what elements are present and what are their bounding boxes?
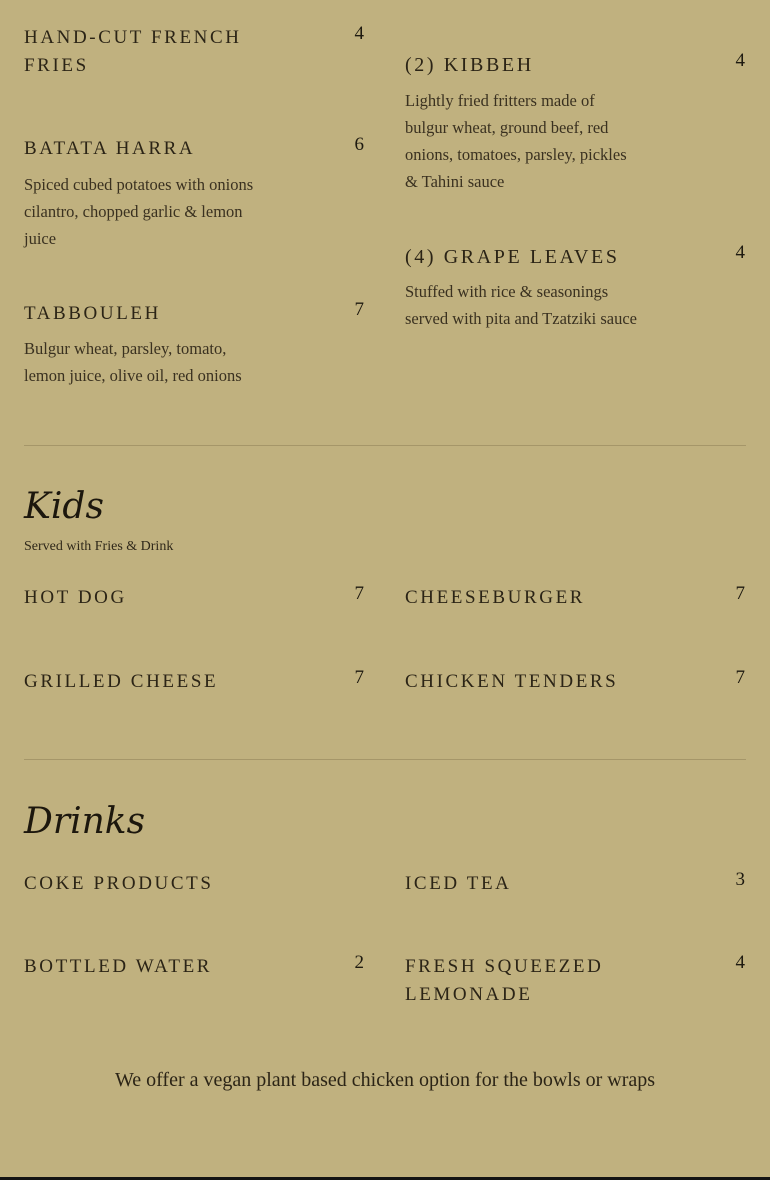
menu-item-grape-leaves xyxy=(405,243,745,363)
menu-item-kibbeh xyxy=(405,51,745,201)
section-title-drinks: Drinks xyxy=(24,801,146,842)
menu-item-chicken-tenders xyxy=(405,668,745,698)
item-name: COKE PRODUCTS xyxy=(24,873,214,894)
item-price: 4 xyxy=(735,242,745,263)
menu-item-french-fries xyxy=(24,24,364,84)
menu-item-grilled-cheese xyxy=(24,668,364,698)
item-name: CHICKEN TENDERS xyxy=(405,671,619,692)
item-price: 4 xyxy=(735,50,745,71)
item-name: ICED TEA xyxy=(405,873,512,894)
item-name: FRESH SQUEEZED LEMONADE xyxy=(405,956,604,1005)
item-price: 7 xyxy=(354,667,364,688)
item-price: 7 xyxy=(354,299,364,320)
item-name: HAND-CUT FRENCH FRIES xyxy=(24,27,242,76)
item-price: 7 xyxy=(735,583,745,604)
section-divider xyxy=(24,445,746,446)
item-price: 7 xyxy=(735,667,745,688)
item-name: BOTTLED WATER xyxy=(24,956,213,977)
menu-item-lemonade xyxy=(405,953,745,1013)
item-description: Spiced cubed potatoes with onions cilantro, chopped garlic & lemon juice xyxy=(24,175,254,248)
menu-item-iced-tea xyxy=(405,870,745,900)
item-description: Bulgur wheat, parsley, tomato, lemon juice, olive oil, red onions xyxy=(24,339,242,385)
vegan-option-note: We offer a vegan plant based chicken option for the bowls or wraps xyxy=(114,1069,656,1091)
menu-item-cheeseburger xyxy=(405,584,745,614)
menu-item-batata-harra xyxy=(24,135,364,255)
item-price: 4 xyxy=(354,23,364,44)
item-name: BATATA HARRA xyxy=(24,138,196,159)
item-description: Lightly fried fritters made of bulgur wheat, ground beef, red onions, tomatoes, parsley, pickles & Tahini sauce xyxy=(405,91,627,191)
section-title-kids: Kids xyxy=(24,486,104,527)
menu-item-coke-products xyxy=(24,870,364,900)
item-name: TABBOULEH xyxy=(24,303,161,324)
menu-item-hot-dog xyxy=(24,584,364,614)
menu-item-tabbouleh xyxy=(24,300,364,395)
item-description: Stuffed with rice & seasonings served with pita and Tzatziki sauce xyxy=(405,282,637,328)
item-name: HOT DOG xyxy=(24,587,127,608)
item-name: (4) GRAPE LEAVES xyxy=(405,246,620,268)
item-name: (2) KIBBEH xyxy=(405,54,534,76)
section-divider xyxy=(24,759,746,760)
section-subtitle-kids: Served with Fries & Drink xyxy=(24,539,174,554)
item-price: 7 xyxy=(354,583,364,604)
item-price: 3 xyxy=(735,869,745,890)
item-price: 6 xyxy=(354,134,364,155)
item-price: 4 xyxy=(735,952,745,973)
menu-item-bottled-water xyxy=(24,953,364,983)
item-name: GRILLED CHEESE xyxy=(24,671,219,692)
item-price: 2 xyxy=(354,952,364,973)
item-name: CHEESEBURGER xyxy=(405,587,586,608)
